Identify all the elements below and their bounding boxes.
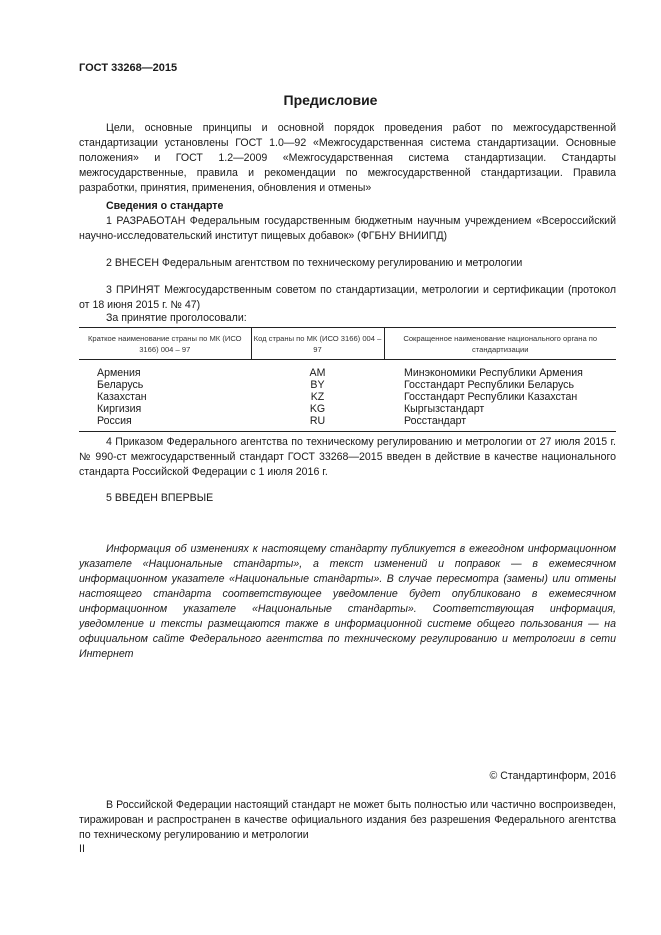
table-row xyxy=(79,360,616,380)
col-header-body: Сокращенное наименование национального органа по стандартизации xyxy=(384,328,616,360)
vote-label: За принятие проголосовали: xyxy=(106,312,247,324)
item-4: 4 Приказом Федерального агентства по техническому регулированию и метрологии от 27 июля 2015 г. № 990-ст межгосударственный стандарт ГОСТ 33268—2015 введен в действие в качестве национального стандарта Российской Федерации с 1 июля 2016 г. xyxy=(79,436,616,478)
cell-country: Армения xyxy=(97,367,141,379)
col-header-code: Код страны по МК (ИСО 3166) 004 – 97 xyxy=(251,328,384,360)
table-row xyxy=(79,403,616,415)
section-heading: Сведения о стандарте xyxy=(106,200,224,212)
cell-body: Госстандарт Республики Казахстан xyxy=(404,391,578,403)
copyright: © Стандартинформ, 2016 xyxy=(489,770,616,782)
cell-country: Беларусь xyxy=(97,379,144,391)
cell-body: Кыргызстандарт xyxy=(404,403,485,415)
info-notice: Информация об изменениях к настоящему стандарту публикуется в ежегодном информационном указателе «Национальные стандарты», а текст изменений и поправок — в ежемесячном информационном указателе «Национальные стандарты». В случае пересмотра (замены) или отмены настоящего стандарта соответствующее уведомление будет опубликовано в ежемесячном информационном указателе «Национальные стандарты». Соответствующая информация, уведомление и тексты размещаются также в информационной системе общего пользования — на официальном сайте Федерального агентства по техническому регулированию и метрологии в сети Интернет xyxy=(79,543,616,660)
page-title: Предисловие xyxy=(283,92,378,108)
col-header-country: Краткое наименование страны по МК (ИСО 3166) 004 – 97 xyxy=(79,328,251,360)
legal-notice: В Российской Федерации настоящий стандарт не может быть полностью или частично воспроизведен, тиражирован и распространен в качестве официального издания без разрешения Федерального агентства по техническому регулированию и метрологии xyxy=(79,799,616,841)
cell-body: Госстандарт Республики Беларусь xyxy=(404,379,574,391)
cell-country: Россия xyxy=(79,415,251,432)
intro-paragraph: Цели, основные принципы и основной порядок проведения работ по межгосударственной стандартизации установлены ГОСТ 1.0—92 «Межгосударственная система стандартизации. Основные положения» и ГОСТ 1.2—2009 «Межгосударственная система стандартизации. Стандарты межгосударственные, правила и рекомендации по межгосударственной стандартизации. Правила разработки, принятия, применения, обновления и отмены» xyxy=(79,122,616,194)
cell-code: BY xyxy=(310,379,325,391)
cell-country: Киргизия xyxy=(97,403,142,415)
table-row xyxy=(79,391,616,403)
table-row xyxy=(79,379,616,391)
cell-code: KG xyxy=(309,403,326,415)
document-header: ГОСТ 33268—2015 xyxy=(79,62,178,74)
cell-code: AM xyxy=(309,367,326,379)
item-1: 1 РАЗРАБОТАН Федеральным государственным бюджетным научным учреждением «Всероссийский научно-исследовательский институт пищевых добавок» (ФГБНУ ВНИИПД) xyxy=(79,215,616,242)
cell-country: Казахстан xyxy=(97,391,147,403)
item-5: 5 ВВЕДЕН ВПЕРВЫЕ xyxy=(106,492,214,504)
cell-body: Минэкономики Республики Армения xyxy=(404,367,583,379)
cell-code: RU xyxy=(251,415,384,432)
cell-body: Росстандарт xyxy=(384,415,616,432)
item-2: 2 ВНЕСЕН Федеральным агентством по техническому регулированию и метрологии xyxy=(106,257,523,269)
item-3: 3 ПРИНЯТ Межгосударственным советом по стандартизации, метрологии и сертификации (протокол от 18 июня 2015 г. № 47) xyxy=(79,284,616,311)
table-row xyxy=(79,415,616,432)
countries-table xyxy=(79,327,616,432)
page-number: II xyxy=(79,843,85,855)
cell-code: KZ xyxy=(310,391,325,403)
